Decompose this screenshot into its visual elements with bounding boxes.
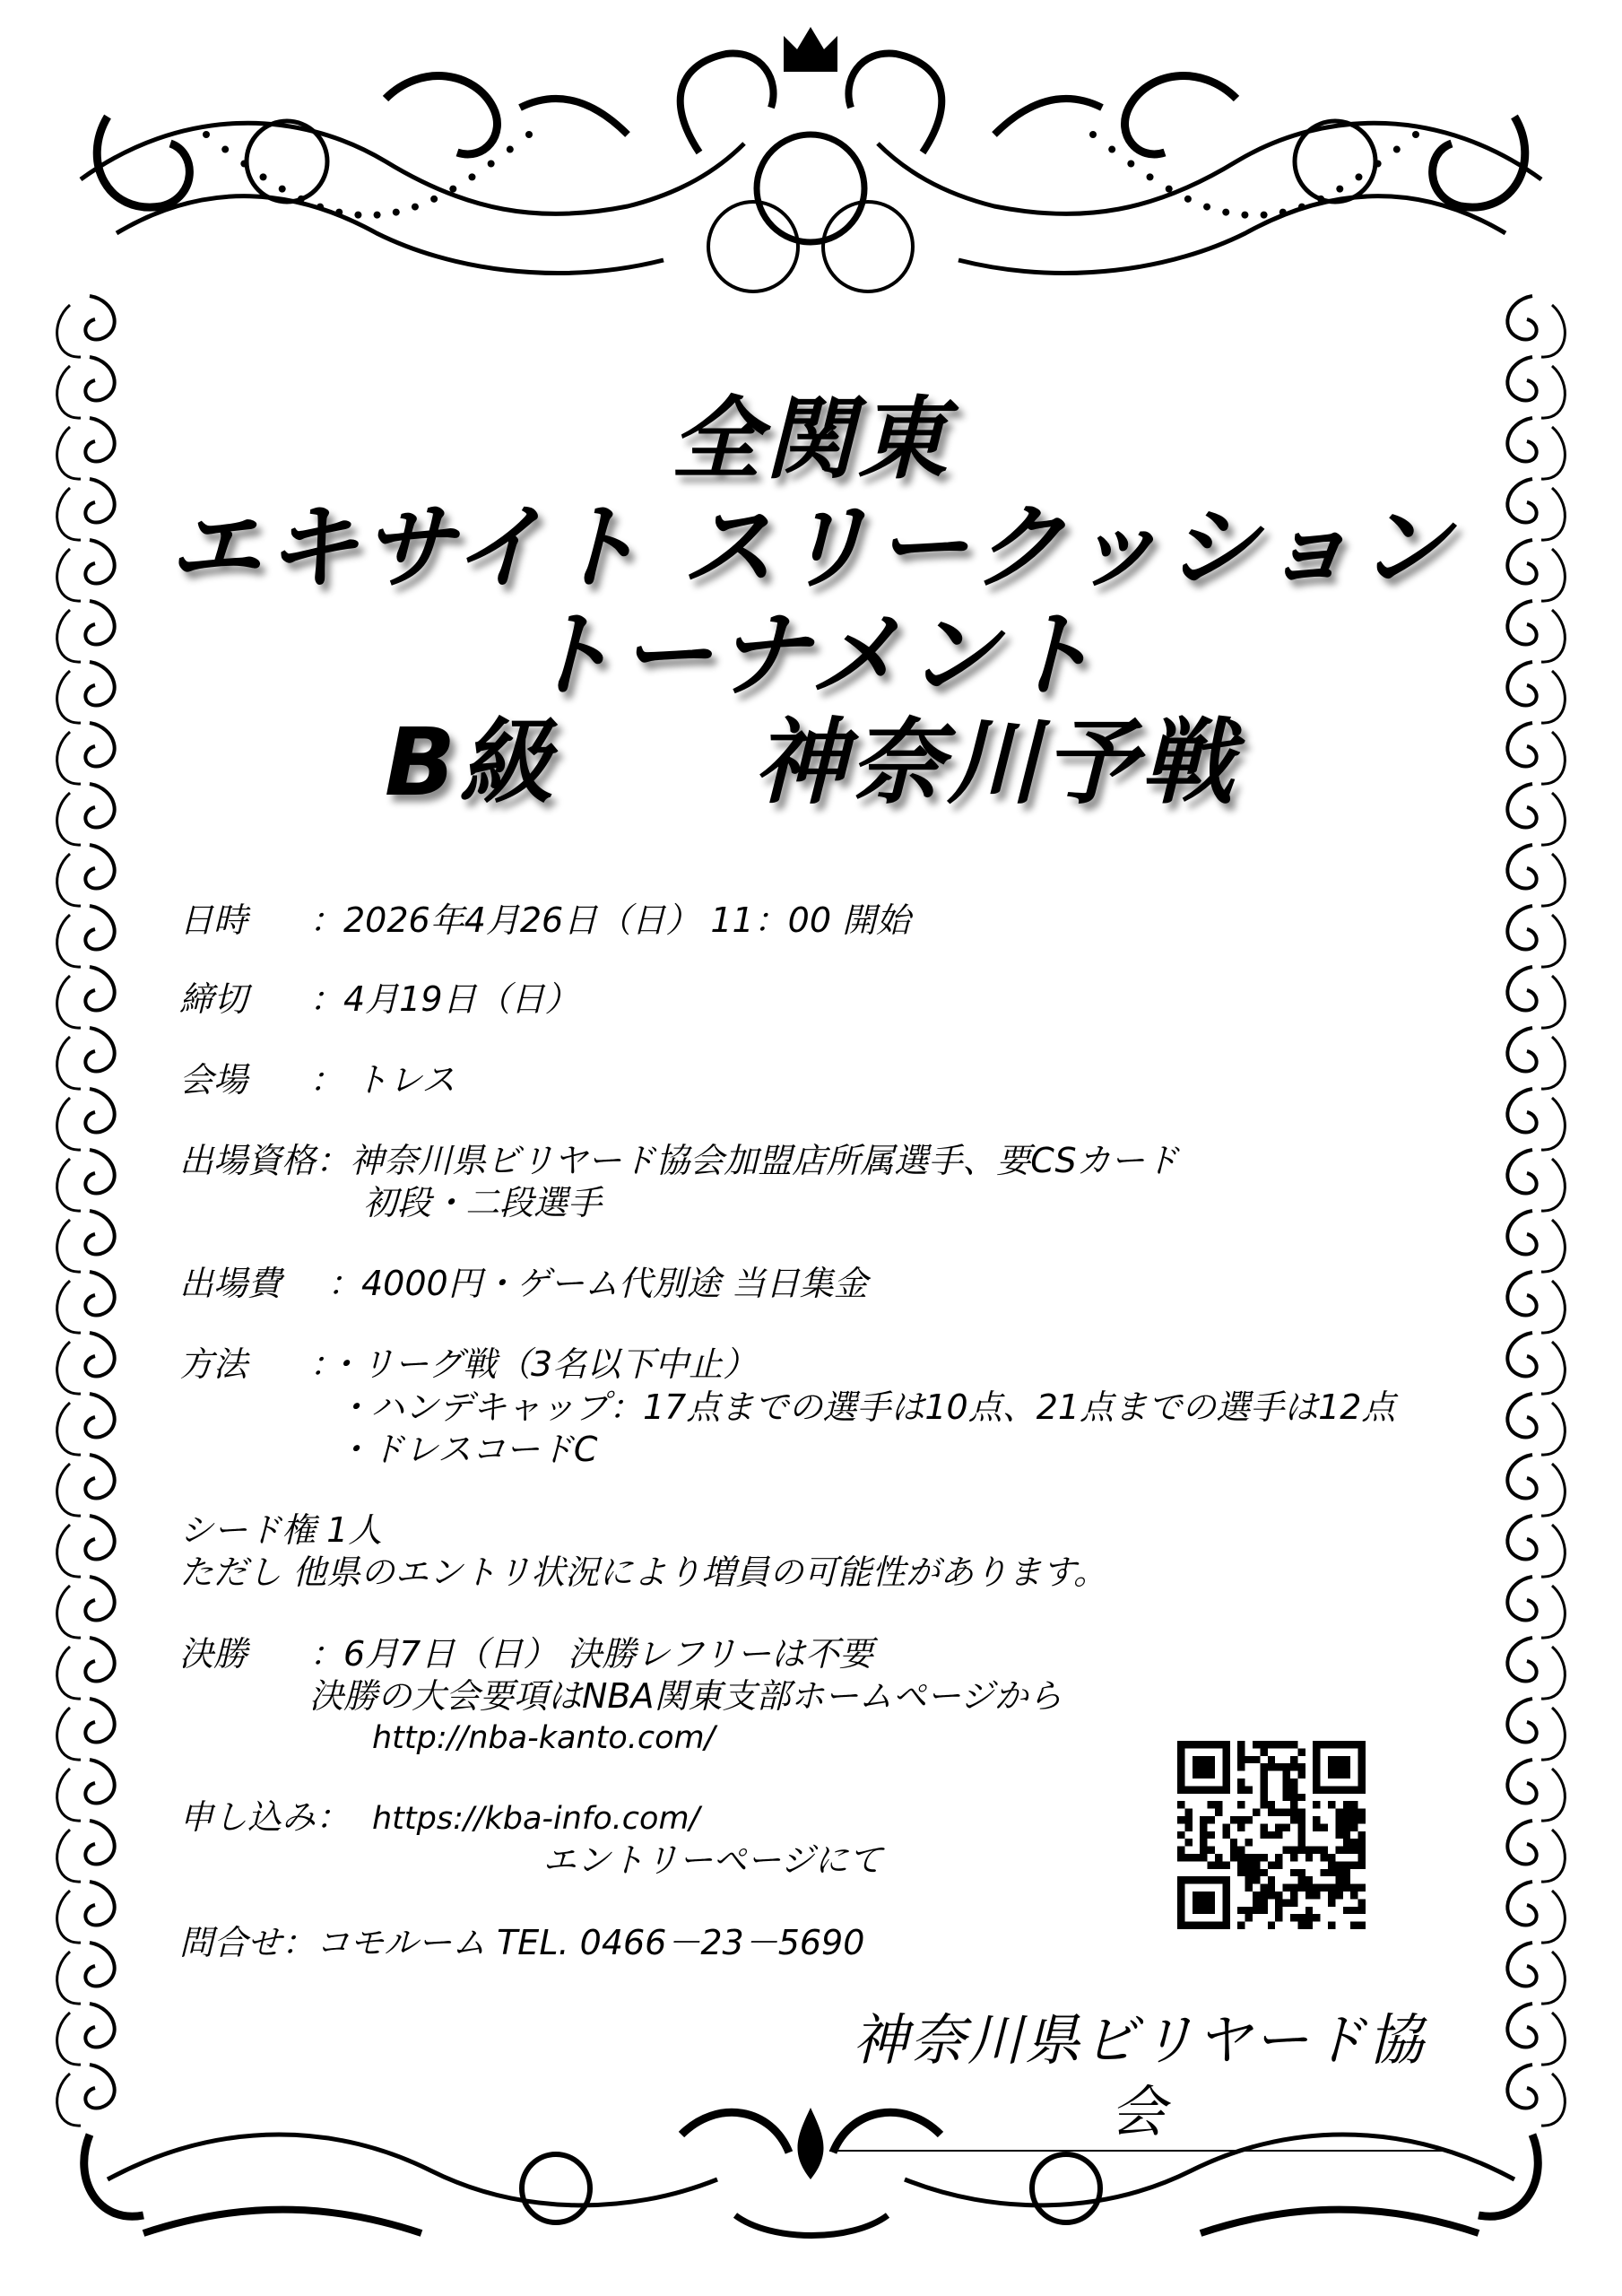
bottom-flame-icon — [798, 2108, 824, 2179]
contact-label: 問合せ — [179, 1923, 282, 1962]
venue-label: 会場 — [179, 1060, 248, 1100]
association-name: 神奈川県ビリヤード協会 — [829, 2005, 1448, 2152]
top-ornament — [81, 54, 1541, 291]
eligibility-row — [179, 1137, 1179, 1184]
eligibility-value: ：神奈川県ビリヤード協会加盟店所属選手、要CSカード — [316, 1141, 1179, 1180]
contact-value: ：コモルーム TEL. 0466－23－5690 — [282, 1923, 865, 1962]
datetime-label: 日時 — [179, 900, 248, 940]
fee-label: 出場費 — [179, 1264, 282, 1303]
contact-row — [179, 1919, 864, 1966]
final-value: ：6月7日（日） 決勝レフリーは不要 — [309, 1634, 873, 1674]
fee-value: ：4000円・ゲーム代別途 当日集金 — [327, 1264, 868, 1303]
deadline-label: 締切 — [179, 979, 248, 1019]
class-label: B級 — [384, 708, 557, 817]
venue-row — [179, 1057, 455, 1103]
method-line-3: ・ドレスコードC — [336, 1430, 598, 1469]
method-line-2: ・ハンデキャップ：17点までの選手は10点、21点までの選手は12点 — [336, 1387, 1396, 1427]
fee-row — [179, 1260, 868, 1307]
title-line-1: 全関東 — [671, 387, 951, 491]
apply-row — [179, 1794, 699, 1842]
datetime-row — [179, 897, 910, 944]
final-label: 決勝 — [179, 1634, 248, 1674]
qr-code-icon[interactable] — [1177, 1741, 1366, 1929]
datetime-value: ：2026年4月26日（日） 11：00 開始 — [309, 900, 911, 940]
kba-info-link[interactable]: https://kba-info.com/ — [372, 1801, 700, 1837]
deadline-value: ：4月19日（日） — [309, 979, 579, 1019]
title-line-2: エキサイト スリークッション — [168, 492, 1454, 602]
deadline-row — [179, 976, 579, 1022]
method-label: 方法 — [179, 1344, 248, 1384]
top-dots — [203, 131, 1419, 219]
title-line-4 — [0, 709, 1622, 816]
final-line-2: 決勝の大会要項はNBA関東支部ホームページから — [309, 1676, 1063, 1716]
seed-line-2: ただし 他県のエントリ状況により増員の可能性があります。 — [179, 1552, 1108, 1592]
seed-line-1: シード権 1人 — [179, 1510, 383, 1550]
eligibility-line-2: 初段・二段選手 — [363, 1183, 603, 1222]
apply-line-2: エントリーページにて — [542, 1840, 883, 1880]
region-label: 神奈川予戦 — [753, 708, 1238, 817]
title-block — [0, 386, 1622, 816]
nba-kanto-link[interactable]: http://nba-kanto.com/ — [372, 1720, 716, 1756]
final-row — [179, 1631, 873, 1677]
eligibility-label: 出場資格 — [179, 1141, 317, 1180]
apply-label: 申し込み： — [179, 1797, 351, 1837]
title-line-3: トーナメント — [522, 600, 1100, 709]
venue-value: ： トレス — [309, 1060, 455, 1100]
crown-icon — [784, 27, 837, 72]
method-value: ：・リーグ戦（3名以下中止） — [309, 1344, 758, 1384]
method-row — [179, 1341, 757, 1387]
